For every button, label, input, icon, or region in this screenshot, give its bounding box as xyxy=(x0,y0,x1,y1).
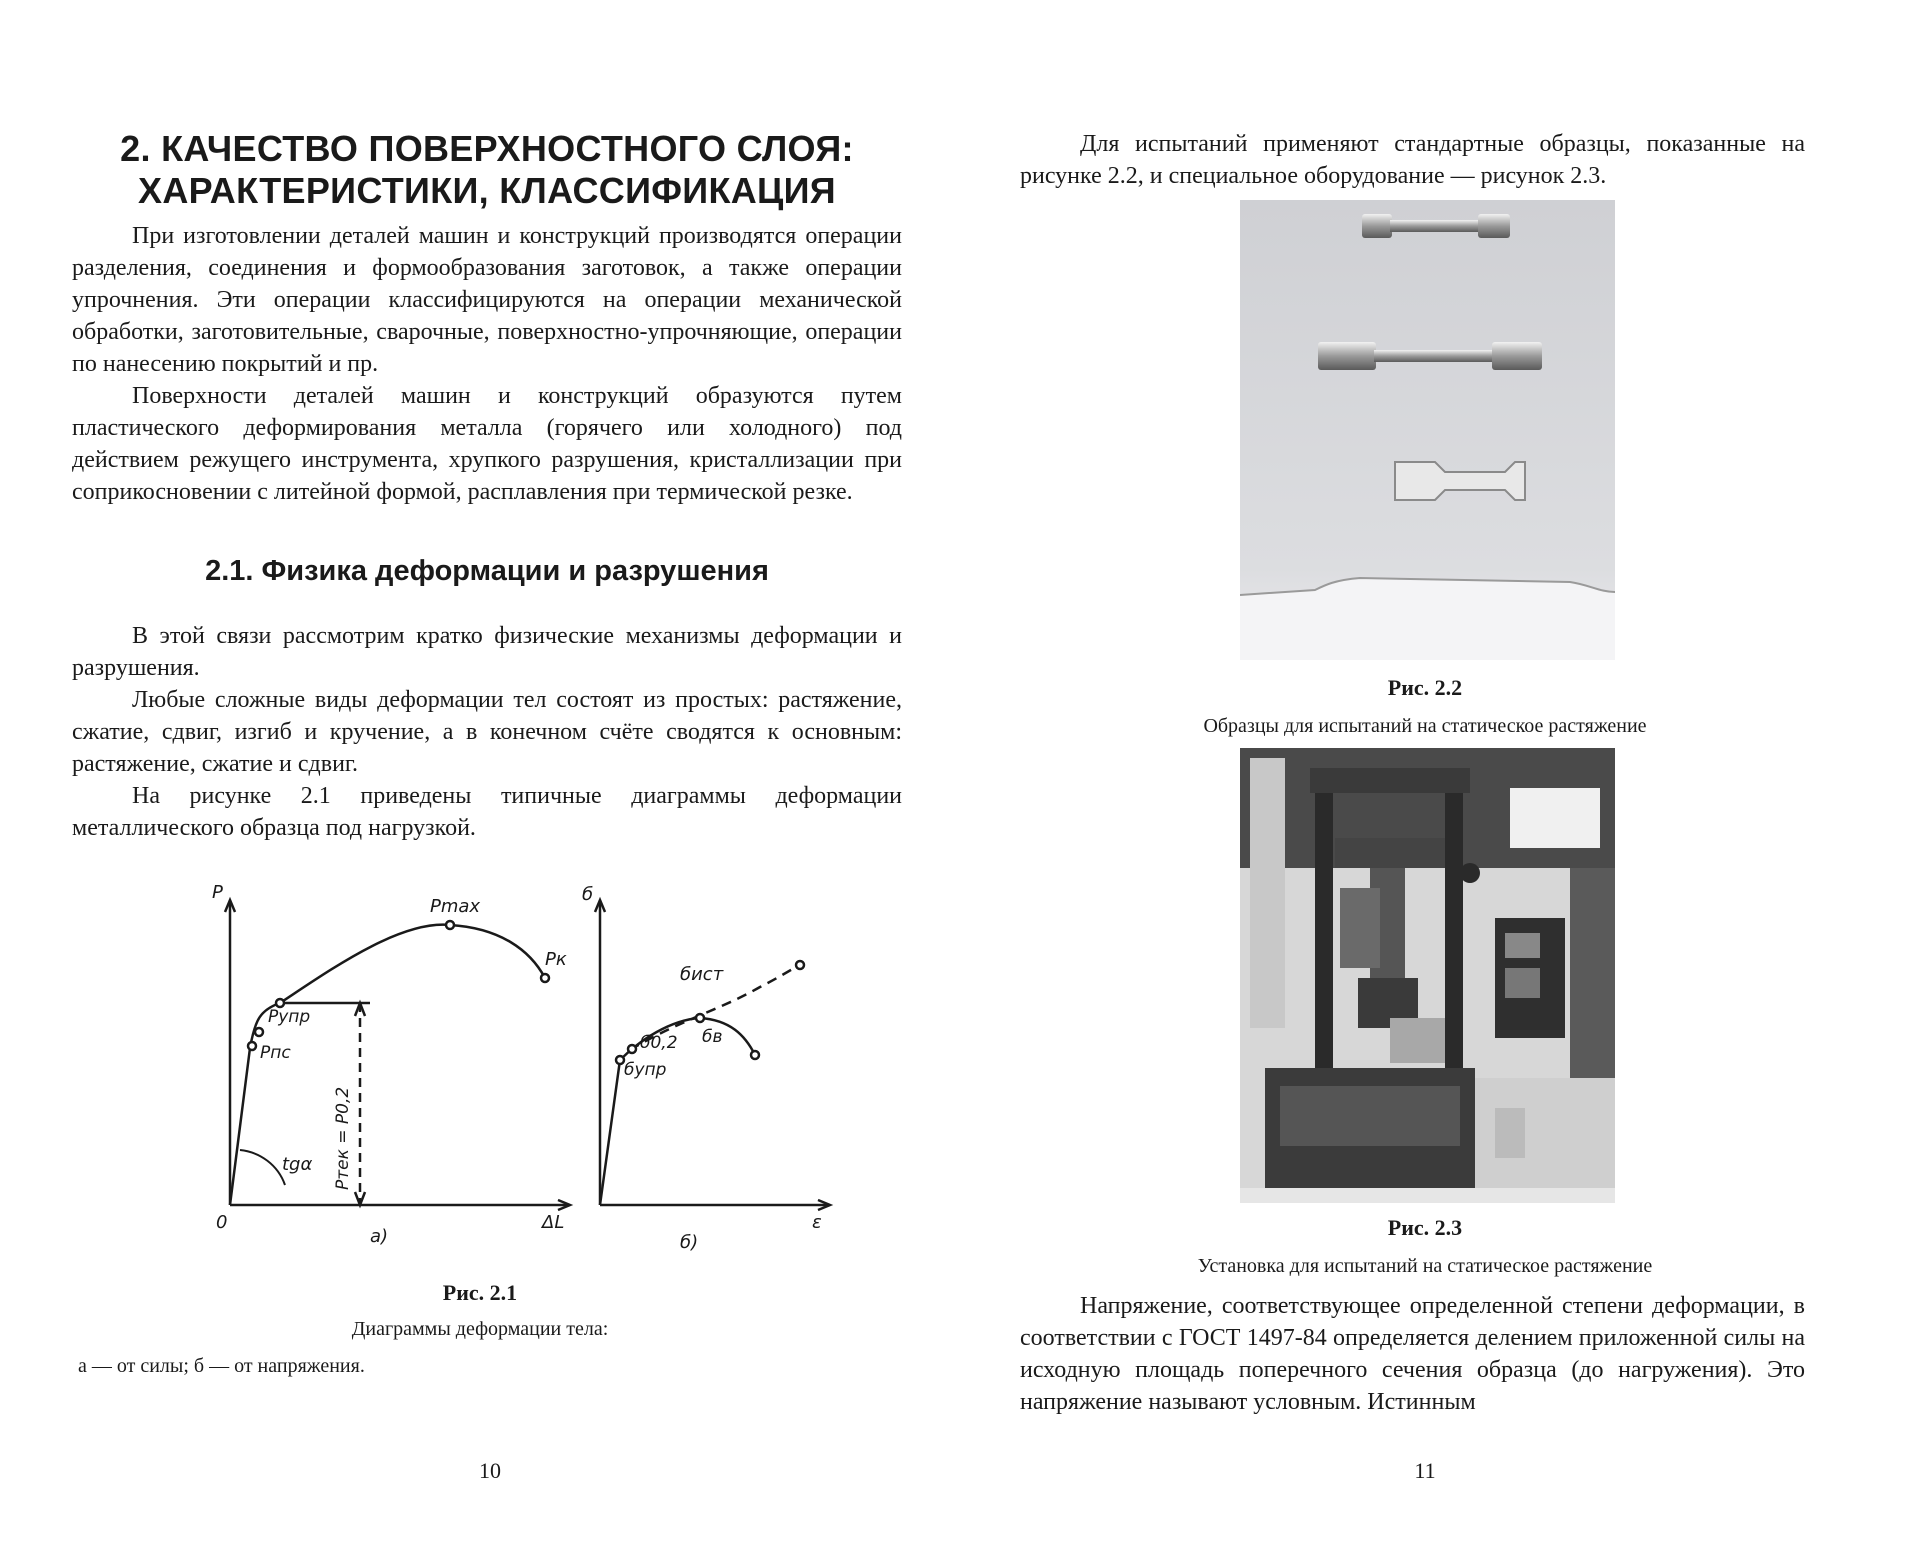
chapter-title-line-2: ХАРАКТЕРИСТИКИ, КЛАССИФИКАЦИЯ xyxy=(138,170,836,211)
diagram-a-pps-label: Pпс xyxy=(260,1043,291,1063)
section-title: 2.1. Физика деформации и разрушения xyxy=(205,555,769,587)
paragraph-intro: Для испытаний применяют стандартные образцы, показанные на рисунке 2.2, и специальное оборудование — рисунок 2.3. xyxy=(1020,131,1805,189)
diagram-a-pk-label: Pк xyxy=(545,949,567,970)
diagram-b-point-02 xyxy=(628,1045,636,1053)
diagram-a-sub-label: а) xyxy=(370,1226,389,1247)
diagram-b-point-end xyxy=(751,1051,759,1059)
diagram-b-sub-label: б) xyxy=(680,1232,699,1253)
figure-2-2-caption: Образцы для испытаний на статическое растяжение xyxy=(1203,715,1647,737)
diagram-a-y-label: P xyxy=(212,882,223,903)
page-number-left: 10 xyxy=(479,1458,501,1483)
figure-2-1-title: Рис. 2.1 xyxy=(442,1280,518,1305)
figure-2-3-title: Рис. 2.3 xyxy=(1387,1215,1463,1240)
diagram-a-curve xyxy=(230,925,545,1205)
diagram-a-point-pmax xyxy=(446,921,454,929)
figure-2-3-caption: Установка для испытаний на статическое растяжение xyxy=(1197,1255,1653,1277)
diagram-b-bv-label: бв xyxy=(702,1027,723,1047)
chapter-title-line-1: 2. КАЧЕСТВО ПОВЕРХНОСТНОГО СЛОЯ: xyxy=(120,128,854,169)
diagram-b-b02-label: б0,2 xyxy=(640,1033,678,1053)
diagram-b xyxy=(595,900,830,1210)
diagram-a-pupr-label: Pупр xyxy=(268,1007,311,1027)
paragraph-figure-ref: На рисунке 2.1 приведены типичные диаграммы деформации металлического образца под нагрузкой. xyxy=(72,783,902,841)
deformation-diagram xyxy=(200,870,840,1270)
diagram-a-pmax-label: Pmax xyxy=(430,896,481,917)
right-page xyxy=(955,0,1910,1550)
diagram-a-point-pk xyxy=(541,974,549,982)
paragraph-mechanisms: В этой связи рассмотрим кратко физические механизмы деформации и разрушения. xyxy=(72,623,902,681)
specimens-photo xyxy=(1240,200,1615,660)
diagram-b-point-true-end xyxy=(796,961,804,969)
diagram-b-bist-label: бист xyxy=(680,964,724,985)
diagram-a-ptek-label: Pтек = P0,2 xyxy=(333,1086,353,1190)
diagram-a-x-label: ΔL xyxy=(542,1212,565,1233)
diagram-a-origin-label: 0 xyxy=(216,1212,228,1233)
page-number-right: 11 xyxy=(1414,1458,1436,1483)
paragraph-surfaces: Поверхности деталей машин и конструкций образуются путем пластического деформирования металла (горячего или холодного) под действием режущего инструмента, хрупкого разрушения, кристаллизации при соприкосновении с литейной формой, расплавления при термической резке. xyxy=(72,383,902,505)
diagram-a-angle-arc xyxy=(240,1150,285,1185)
diagram-b-point-upr xyxy=(616,1056,624,1064)
paragraph-stress: Напряжение, соответствующее определенной степени деформации, в соответствии с ГОСТ 1497-84 определяется делением приложенной силы на исходную площадь поперечного сечения образца (до нагружения). Это напряжение называют условным. Истинным xyxy=(1020,1293,1805,1415)
diagram-b-x-label: ε xyxy=(812,1212,822,1233)
paragraph-operations: При изготовлении деталей машин и конструкций производятся операции разделения, соединения и формообразования заготовок, а также операции упрочнения. Эти операции классифицируются на операции механической обработки, заготовительные, сварочные, поверхностно-упрочняющие, операции по нанесению покрытий и пр. xyxy=(72,223,902,377)
figure-2-2-title: Рис. 2.2 xyxy=(1387,675,1463,700)
diagram-b-point-bv xyxy=(696,1014,704,1022)
diagram-a-point-yield xyxy=(276,999,284,1007)
diagram-a-point-pps xyxy=(248,1042,256,1050)
paragraph-deformation-types: Любые сложные виды деформации тел состоят из простых: растяжение, сжатие, сдвиг, изгиб и кручение, а в конечном счёте сводятся к основным: растяжение, сжатие и сдвиг. xyxy=(72,687,902,777)
diagram-a-point-pupr xyxy=(255,1028,263,1036)
testing-machine-photo xyxy=(1240,748,1615,1203)
figure-2-1-note: а — от силы; б — от напряжения. xyxy=(78,1355,365,1377)
diagram-a-tga-label: tgα xyxy=(282,1154,313,1175)
chapter-title xyxy=(72,128,902,212)
figure-2-1-caption: Диаграммы деформации тела: xyxy=(351,1318,609,1340)
diagram-b-bupr-label: бупр xyxy=(624,1060,667,1080)
diagram-b-y-label: б xyxy=(582,884,594,905)
